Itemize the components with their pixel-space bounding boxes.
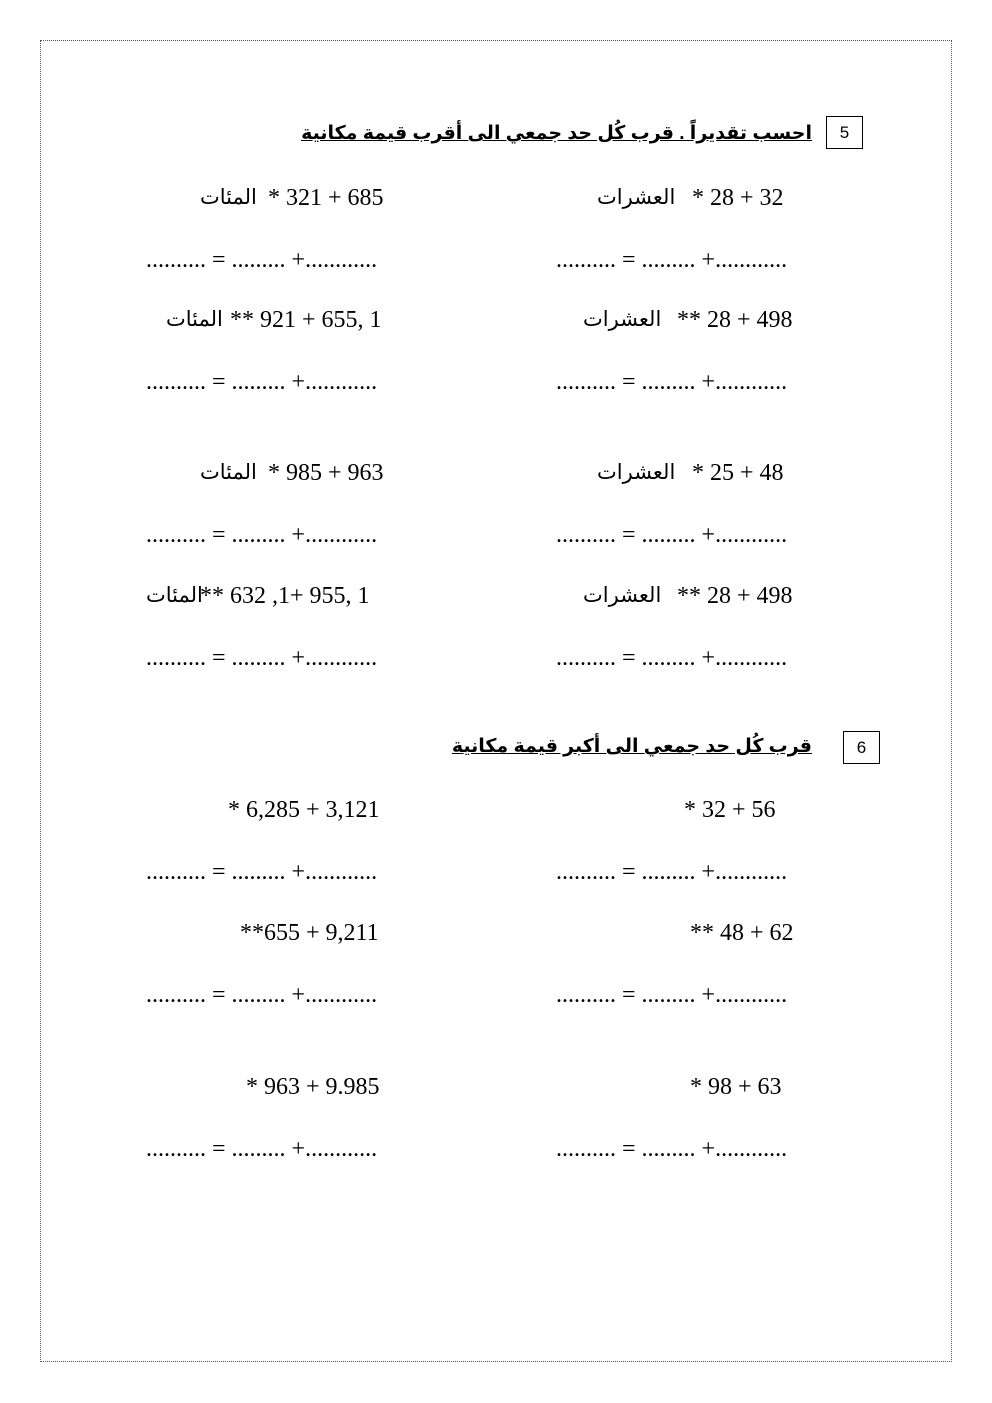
problem-expression: * 28 + 32 (692, 185, 784, 211)
answer-line[interactable]: .......... = ......... +............ (556, 982, 788, 1008)
answer-line[interactable]: .......... = ......... +............ (556, 369, 788, 395)
answer-line[interactable]: .......... = ......... +............ (146, 645, 378, 671)
problem-expression: * 98 + 63 (690, 1074, 782, 1100)
question-number: 6 (856, 737, 867, 757)
answer-line[interactable]: .......... = ......... +............ (146, 1136, 378, 1162)
place-value-label: المئات (166, 308, 223, 331)
problem-expression: ** 921 + 655, 1 (230, 307, 382, 333)
problem-expression: * 985 + 963 (268, 460, 384, 486)
answer-line[interactable]: .......... = ......... +............ (556, 859, 788, 885)
problem-expression: ** 28 + 498 (677, 307, 793, 333)
problem-expression: ** 632 ,1+ 955, 1 (200, 583, 370, 609)
page-border (40, 40, 952, 1362)
answer-line[interactable]: .......... = ......... +............ (146, 247, 378, 273)
answer-line[interactable]: .......... = ......... +............ (556, 645, 788, 671)
answer-line[interactable]: .......... = ......... +............ (146, 369, 378, 395)
place-value-label: العشرات (597, 186, 676, 209)
place-value-label: العشرات (583, 584, 662, 607)
question-number-box (826, 116, 863, 149)
problem-expression: ** 28 + 498 (677, 583, 793, 609)
problem-expression: **655 + 9,211 (240, 920, 379, 946)
question-number-box (843, 731, 880, 764)
problem-expression: * 25 + 48 (692, 460, 784, 486)
answer-line[interactable]: .......... = ......... +............ (556, 522, 788, 548)
question-title: قرب كُل حد جمعي الى أكبر قيمة مكانية (451, 736, 812, 757)
answer-line[interactable]: .......... = ......... +............ (146, 859, 378, 885)
place-value-label: المئات (200, 461, 257, 484)
answer-line[interactable]: .......... = ......... +............ (146, 522, 378, 548)
place-value-label: المئات (146, 584, 203, 607)
place-value-label: المئات (200, 186, 257, 209)
answer-line[interactable]: .......... = ......... +............ (146, 982, 378, 1008)
question-title: احسب تقديراً . قرب كُل حد جمعي الى أقرب قيمة مكانية (301, 123, 812, 144)
problem-expression: * 6,285 + 3,121 (228, 797, 380, 823)
problem-expression: * 963 + 9.985 (246, 1074, 380, 1100)
problem-expression: * 321 + 685 (268, 185, 384, 211)
place-value-label: العشرات (597, 461, 676, 484)
problem-expression: ** 48 + 62 (690, 920, 794, 946)
question-number: 5 (839, 122, 850, 142)
problem-expression: * 32 + 56 (684, 797, 776, 823)
place-value-label: العشرات (583, 308, 662, 331)
answer-line[interactable]: .......... = ......... +............ (556, 1136, 788, 1162)
answer-line[interactable]: .......... = ......... +............ (556, 247, 788, 273)
